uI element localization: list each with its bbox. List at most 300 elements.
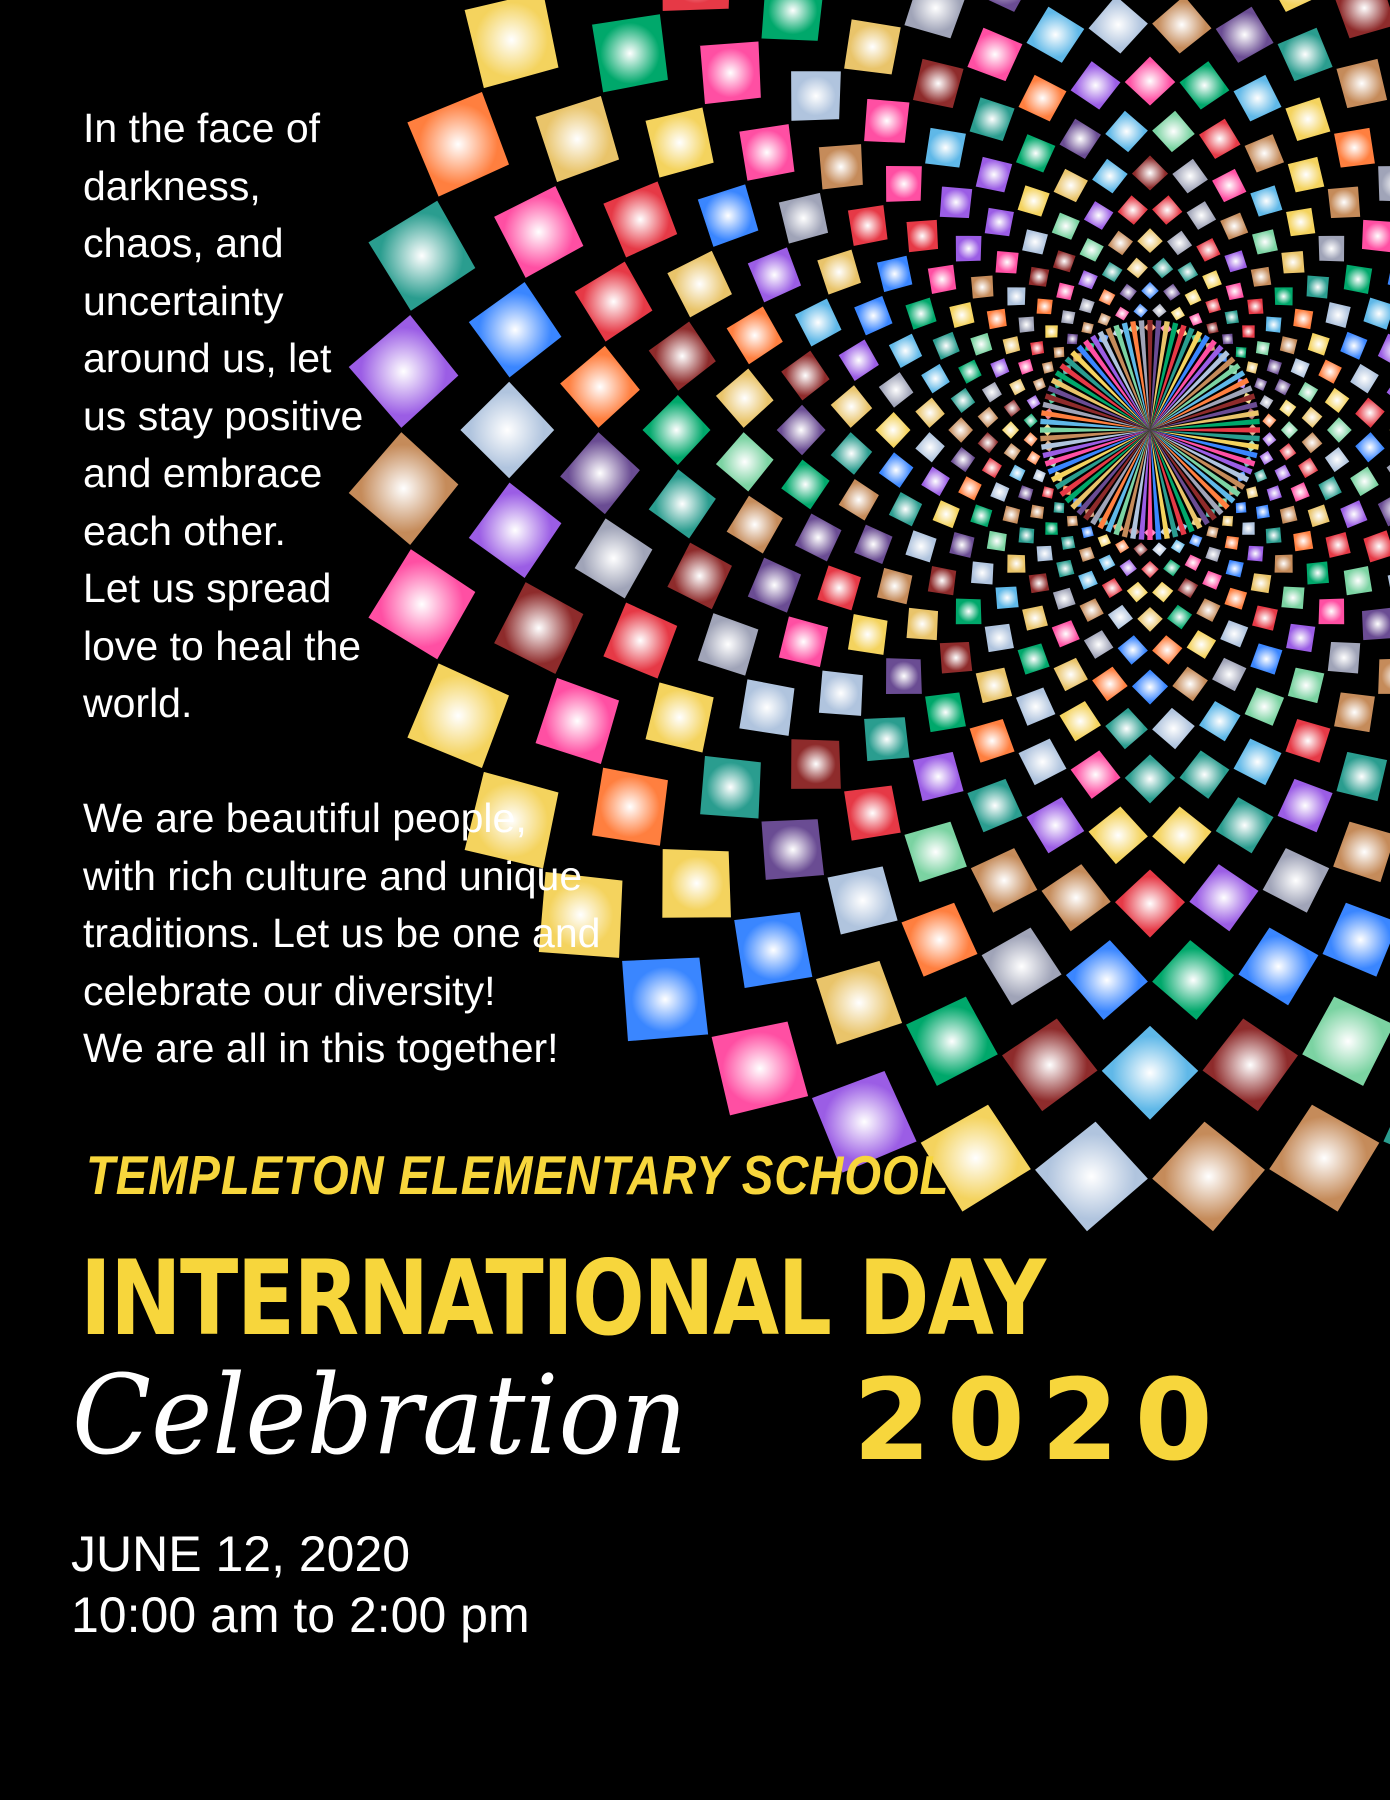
mandala-tile (1096, 311, 1113, 328)
mandala-tile (1376, 490, 1390, 528)
mandala-tile (1150, 0, 1214, 56)
mandala-tile (1214, 795, 1276, 855)
mandala-tile (994, 585, 1020, 611)
event-year: 2020 (853, 1356, 1229, 1486)
mandala-tile (1284, 206, 1317, 238)
mandala-tile (1323, 386, 1352, 415)
mandala-tile (837, 477, 881, 523)
mandala-tile (1232, 73, 1284, 124)
mandala-tile (905, 606, 940, 642)
mandala-tile (829, 430, 875, 477)
mandala-tile (1040, 484, 1056, 500)
mandala-tile (1100, 1024, 1201, 1122)
mandala-tile (905, 218, 940, 254)
mandala-tile (846, 612, 889, 656)
mandala-tile (1077, 545, 1097, 564)
mandala-tile (829, 383, 875, 430)
mandala-tile (1033, 1120, 1150, 1234)
mandala-tile (1150, 302, 1169, 320)
mandala-tile (1377, 657, 1390, 696)
mandala-tile (1246, 297, 1265, 316)
mandala-tile (904, 995, 1000, 1088)
mandala-tile (976, 405, 1001, 430)
mandala-tile (969, 560, 995, 586)
mandala-tile (983, 206, 1016, 238)
mandala-tile (1123, 55, 1178, 108)
mandala-tile (725, 304, 785, 366)
mandala-tile (1335, 750, 1389, 803)
mandala-tile (1264, 526, 1283, 545)
mandala-tile (1170, 157, 1210, 196)
mandala-tile (1076, 569, 1100, 592)
mandala-tile (911, 750, 965, 803)
mandala-tile (1353, 430, 1387, 465)
mandala-tile (1316, 474, 1344, 502)
mandala-tile (1025, 449, 1043, 467)
mandala-tile (775, 403, 828, 458)
mandala-tile (1006, 553, 1027, 574)
mandala-tile (1022, 411, 1040, 430)
mandala-tile (1150, 193, 1185, 227)
intro-paragraph: In the face of darkness, chaos, and uncertainty around us, let us stay positive and embrace each other. Let us spread love to heal the world. We are beautiful people, with rich culture and unique traditions. Let us be one and celebrate our diversity! We are all in this together! (83, 105, 601, 1071)
mandala-tile (985, 529, 1008, 553)
mandala-tile (938, 640, 974, 675)
mandala-tile (863, 716, 912, 763)
mandala-tile (968, 503, 994, 530)
mandala-tile (852, 523, 894, 566)
mandala-tile (1220, 514, 1234, 528)
mandala-tile (1051, 586, 1078, 612)
mandala-tile (1284, 622, 1317, 654)
mandala-tile (1057, 699, 1103, 743)
mandala-tile (1161, 557, 1183, 578)
mandala-tile (710, 1020, 810, 1117)
mandala-tile (1000, 419, 1021, 441)
mandala-tile (738, 678, 797, 738)
mandala-tile (1016, 642, 1052, 677)
mandala-ray (1150, 430, 1210, 525)
mandala-tile (919, 465, 952, 499)
mandala-tile (1260, 430, 1278, 449)
mandala-tile (1223, 586, 1250, 612)
mandala-tile (1082, 628, 1116, 661)
mandala-tile (913, 396, 947, 431)
mandala-tile (777, 191, 830, 245)
mandala-tile (1059, 534, 1077, 551)
mandala-tile (1278, 334, 1299, 356)
mandala-tile (1059, 309, 1077, 326)
mandala-tile (1177, 748, 1231, 801)
mandala-tile (1261, 0, 1332, 14)
mandala-tile (1020, 228, 1050, 257)
mandala-tile (1116, 633, 1151, 667)
mandala-tile (1286, 155, 1326, 194)
mandala-tile (1273, 553, 1294, 574)
mandala-tile (1052, 656, 1090, 693)
mandala-tile (846, 203, 889, 247)
mandala-tile (1360, 606, 1390, 642)
mandala-tile (1130, 153, 1170, 192)
mandala-tile (1260, 411, 1278, 430)
mandala-tile (760, 818, 826, 882)
mandala-tile (954, 597, 983, 626)
mandala-tile (980, 455, 1004, 480)
mandala-tile (1077, 296, 1097, 315)
mandala-tile (1261, 846, 1332, 915)
mandala-tile (965, 777, 1024, 834)
mandala-tile (793, 512, 844, 564)
mandala-tile (1052, 500, 1066, 514)
mandala-tile (968, 717, 1017, 764)
mandala-tile (1130, 668, 1170, 707)
mandala-tile (699, 40, 763, 106)
mandala-tile (1273, 377, 1293, 398)
mandala-tile (949, 386, 978, 415)
mandala-tile (1002, 397, 1023, 419)
mandala-tile (1197, 699, 1243, 743)
mandala-tile (1076, 268, 1100, 291)
mandala-tile (837, 337, 881, 383)
mandala-tile (988, 480, 1011, 504)
mandala-tile (1065, 514, 1079, 528)
mandala-tile (1006, 286, 1027, 307)
mandala-tile (1113, 868, 1187, 940)
mandala-tile (1300, 405, 1325, 430)
mandala-tile (919, 362, 952, 396)
mandala-tile (926, 564, 958, 597)
mandala-tile (746, 245, 803, 304)
mandala-tile (931, 330, 962, 362)
mandala-tile (1017, 73, 1069, 124)
mandala-tile (852, 294, 894, 337)
mandala-tile (1296, 380, 1320, 405)
mandala-tile (1210, 167, 1248, 204)
mandala-tile (1185, 628, 1219, 661)
mandala-tile (904, 528, 939, 564)
mandala-tile (1116, 193, 1151, 227)
mandala-tile (887, 490, 924, 528)
mandala-tile (714, 366, 776, 430)
mandala-tile (1289, 356, 1312, 380)
mandala-tile (1169, 538, 1187, 556)
mandala-tile (1316, 358, 1344, 386)
event-title: INTERNATIONAL DAY (80, 1239, 1045, 1359)
mandala-tile (875, 566, 914, 606)
mandala-tile (1324, 300, 1353, 330)
mandala-tile (1175, 260, 1200, 284)
mandala-tile (969, 0, 1040, 14)
mandala-tile (873, 410, 912, 450)
mandala-tile (1082, 199, 1116, 232)
mandala-tile (1169, 305, 1187, 323)
mandala-tile (1040, 360, 1056, 376)
mandala-tile (661, 0, 733, 13)
mandala-tile (1069, 59, 1123, 112)
mandala-tile (877, 450, 916, 490)
mandala-tile (1265, 357, 1284, 377)
mandala-tile (760, 0, 826, 42)
mandala-tile (1234, 345, 1248, 359)
mandala-tile (779, 349, 832, 403)
mandala-tile (817, 143, 864, 192)
mandala-tile (1200, 569, 1224, 592)
mandala-tile (1020, 604, 1050, 633)
mandala-tile (1241, 521, 1257, 537)
mandala-tile (1317, 234, 1346, 263)
mandala-tile (980, 926, 1064, 1008)
mandala-tile (1069, 748, 1123, 801)
mandala-tile (1323, 445, 1352, 474)
mandala-tile (1161, 282, 1183, 303)
mandala-tile (1086, 0, 1150, 56)
mandala-tile (1177, 59, 1231, 112)
mandala-tile (1252, 376, 1269, 393)
mandala-tile (1131, 302, 1150, 320)
mandala-tile (976, 430, 1001, 455)
mandala-tile (1016, 483, 1035, 503)
mandala-tile (903, 820, 969, 884)
mandala-tile (1280, 585, 1306, 611)
mandala-tile (1029, 503, 1046, 521)
mandala-tile (994, 249, 1020, 275)
event-subtitle: Celebration (72, 1351, 688, 1479)
mandala-tile (1175, 576, 1200, 600)
mandala-tile (1210, 656, 1248, 693)
mandala-tile (923, 691, 967, 734)
mandala-tile (1342, 263, 1374, 296)
mandala-tile (968, 95, 1017, 142)
mandala-tile (1265, 483, 1284, 503)
mandala-tile (1106, 229, 1135, 258)
mandala-tile (1267, 1103, 1381, 1214)
mandala-tile (1125, 256, 1150, 281)
mandala-tile (1150, 109, 1197, 155)
mandala-tile (1135, 226, 1165, 255)
mandala-tile (1100, 260, 1125, 284)
mandala-tile (1244, 360, 1260, 376)
mandala-tile (948, 530, 977, 560)
mandala-tile (926, 263, 958, 296)
mandala-ray (1090, 430, 1150, 525)
mandala-ray (1055, 370, 1150, 430)
mandala-tile (875, 254, 914, 294)
mandala-tile (1331, 0, 1390, 40)
mandala-tile (1276, 26, 1335, 83)
mandala-tile (938, 185, 974, 220)
mandala-tile (790, 70, 843, 123)
mandala-tile (983, 622, 1016, 654)
mandala-tile (863, 97, 912, 144)
mandala-tile (1234, 500, 1248, 514)
mandala-tile (842, 784, 902, 843)
mandala-tile (1103, 109, 1150, 155)
mandala-tile (1258, 449, 1276, 467)
mandala-tile (1080, 320, 1096, 336)
mandala-tile (1300, 995, 1390, 1088)
mandala-tile (1050, 618, 1082, 649)
mandala-tile (1277, 441, 1298, 463)
mandala-tile (1090, 665, 1130, 704)
mandala-tile (1214, 5, 1276, 65)
mandala-tile (1223, 534, 1241, 551)
mandala-tile (1150, 1120, 1267, 1234)
mandala-tile (1187, 311, 1204, 328)
mandala-tile (1131, 540, 1150, 558)
mandala-tile (1381, 1069, 1390, 1175)
mandala-tile (1360, 218, 1390, 254)
mandala-tile (1078, 596, 1106, 624)
mandala-tile (777, 615, 830, 669)
mandala-tile (1273, 286, 1294, 307)
mandala-tile (1241, 324, 1257, 340)
mandala-tile (1027, 265, 1051, 288)
mandala-ray (1055, 430, 1150, 490)
mandala-tile (814, 959, 904, 1046)
mandala-tile (1001, 504, 1022, 526)
mandala-tile (1017, 315, 1036, 334)
mandala-tile (1057, 117, 1103, 161)
mandala-tile (1289, 480, 1312, 504)
mandala-tile (1325, 415, 1354, 445)
mandala-tile (1106, 603, 1135, 632)
mandala-tile (1039, 862, 1112, 933)
mandala-tile (779, 457, 832, 511)
mandala-tile (1052, 345, 1066, 359)
mandala-tile (988, 356, 1011, 380)
mandala-tile (1321, 901, 1390, 979)
mandala-tile (1385, 370, 1390, 410)
mandala-tile (931, 498, 962, 530)
mandala-tile (1054, 558, 1076, 579)
mandala-tile (1014, 686, 1057, 728)
mandala-tile (1016, 357, 1035, 377)
mandala-tile (946, 415, 975, 445)
mandala-tile (1150, 706, 1197, 752)
mandala-tile (1223, 248, 1250, 274)
mandala-tile (1306, 331, 1332, 358)
mandala-tile (1123, 752, 1178, 805)
mandala-tile (1244, 484, 1260, 500)
mandala-tile (1024, 5, 1086, 65)
mandala-tile (1007, 463, 1027, 484)
mandala-tile (1187, 862, 1260, 933)
mandala-tile (1332, 691, 1376, 734)
mandala-tile (1223, 309, 1241, 326)
mandala-tile (1331, 820, 1390, 884)
mandala-tile (956, 474, 984, 502)
mandala-tile (1243, 132, 1286, 174)
mandala-ray (1150, 335, 1210, 430)
mandala-tile (1218, 618, 1250, 649)
mandala-tile (1286, 666, 1326, 705)
mandala-tile (1100, 576, 1125, 600)
mandala-tile (746, 556, 803, 615)
mandala-tile (1185, 199, 1219, 232)
mandala-tile (1250, 604, 1280, 633)
mandala-tile (1284, 95, 1333, 142)
mandala-tile (1276, 777, 1335, 834)
mandala-tile (1203, 296, 1223, 315)
mandala-tile (1254, 503, 1271, 521)
mandala-tile (1002, 441, 1023, 463)
mandala-tile (738, 122, 797, 182)
mandala-tile (733, 910, 815, 989)
mandala-tile (1051, 248, 1078, 274)
mandala-tile (1117, 557, 1139, 578)
mandala-tile (1022, 430, 1040, 449)
mandala-tile (1024, 795, 1086, 855)
mandala-tile (1150, 633, 1185, 667)
mandala-tile (1031, 376, 1048, 393)
mandala-tile (969, 274, 995, 300)
mandala-tile (1376, 332, 1390, 370)
mandala-tile (1236, 926, 1320, 1008)
mandala-tile (1218, 211, 1250, 242)
mandala-ray (1090, 335, 1150, 430)
mandala-tile (913, 430, 947, 465)
mandala-ray (1150, 370, 1245, 430)
mandala-tile (1243, 686, 1286, 728)
mandala-tile (1150, 804, 1214, 866)
mandala-tile (793, 297, 844, 349)
mandala-tile (1348, 362, 1381, 396)
mandala-tile (1279, 419, 1300, 441)
mandala-tile (900, 901, 980, 979)
mandala-tile (1103, 706, 1150, 752)
mandala-tile (1306, 503, 1332, 530)
mandala-tile (1386, 254, 1390, 294)
mandala-tile (969, 846, 1040, 915)
mandala-tile (1183, 553, 1204, 573)
mandala-tile (590, 13, 669, 95)
mandala-ray (1150, 427, 1260, 432)
mandala-tile (1001, 334, 1022, 356)
mandala-tile (1250, 228, 1280, 257)
mandala-tile (1194, 596, 1222, 624)
mandala-tile (1258, 393, 1276, 411)
mandala-tile (1031, 467, 1048, 484)
mandala-ray (1150, 430, 1245, 490)
mandala-tile (815, 564, 862, 613)
mandala-tile (815, 248, 862, 297)
mandala-tile (1296, 455, 1320, 480)
mandala-tile (1050, 211, 1082, 242)
mandala-tile (1292, 307, 1315, 331)
mandala-tile (885, 165, 924, 204)
mandala-tile (1280, 249, 1306, 275)
mandala-tile (911, 57, 965, 110)
mandala-tile (1204, 320, 1220, 336)
mandala-tile (1324, 530, 1353, 560)
mandala-ray (1040, 427, 1150, 432)
mandala-tile (923, 126, 967, 169)
mandala-tile (1249, 572, 1273, 595)
mandala-tile (1017, 526, 1036, 545)
mandala-tile (954, 234, 983, 263)
mandala-tile (1025, 393, 1043, 411)
mandala-tile (826, 865, 900, 937)
mandala-tile (1044, 521, 1060, 537)
mandala-tile (1139, 559, 1161, 580)
mandala-tile (974, 666, 1014, 705)
mandala-tile (1292, 529, 1315, 553)
mandala-tile (1165, 603, 1194, 632)
mandala-tile (1165, 229, 1194, 258)
mandala-tile (1096, 532, 1113, 549)
mandala-tile (1187, 532, 1204, 549)
mandala-tile (1078, 236, 1106, 264)
mandala-tile (1386, 566, 1390, 606)
